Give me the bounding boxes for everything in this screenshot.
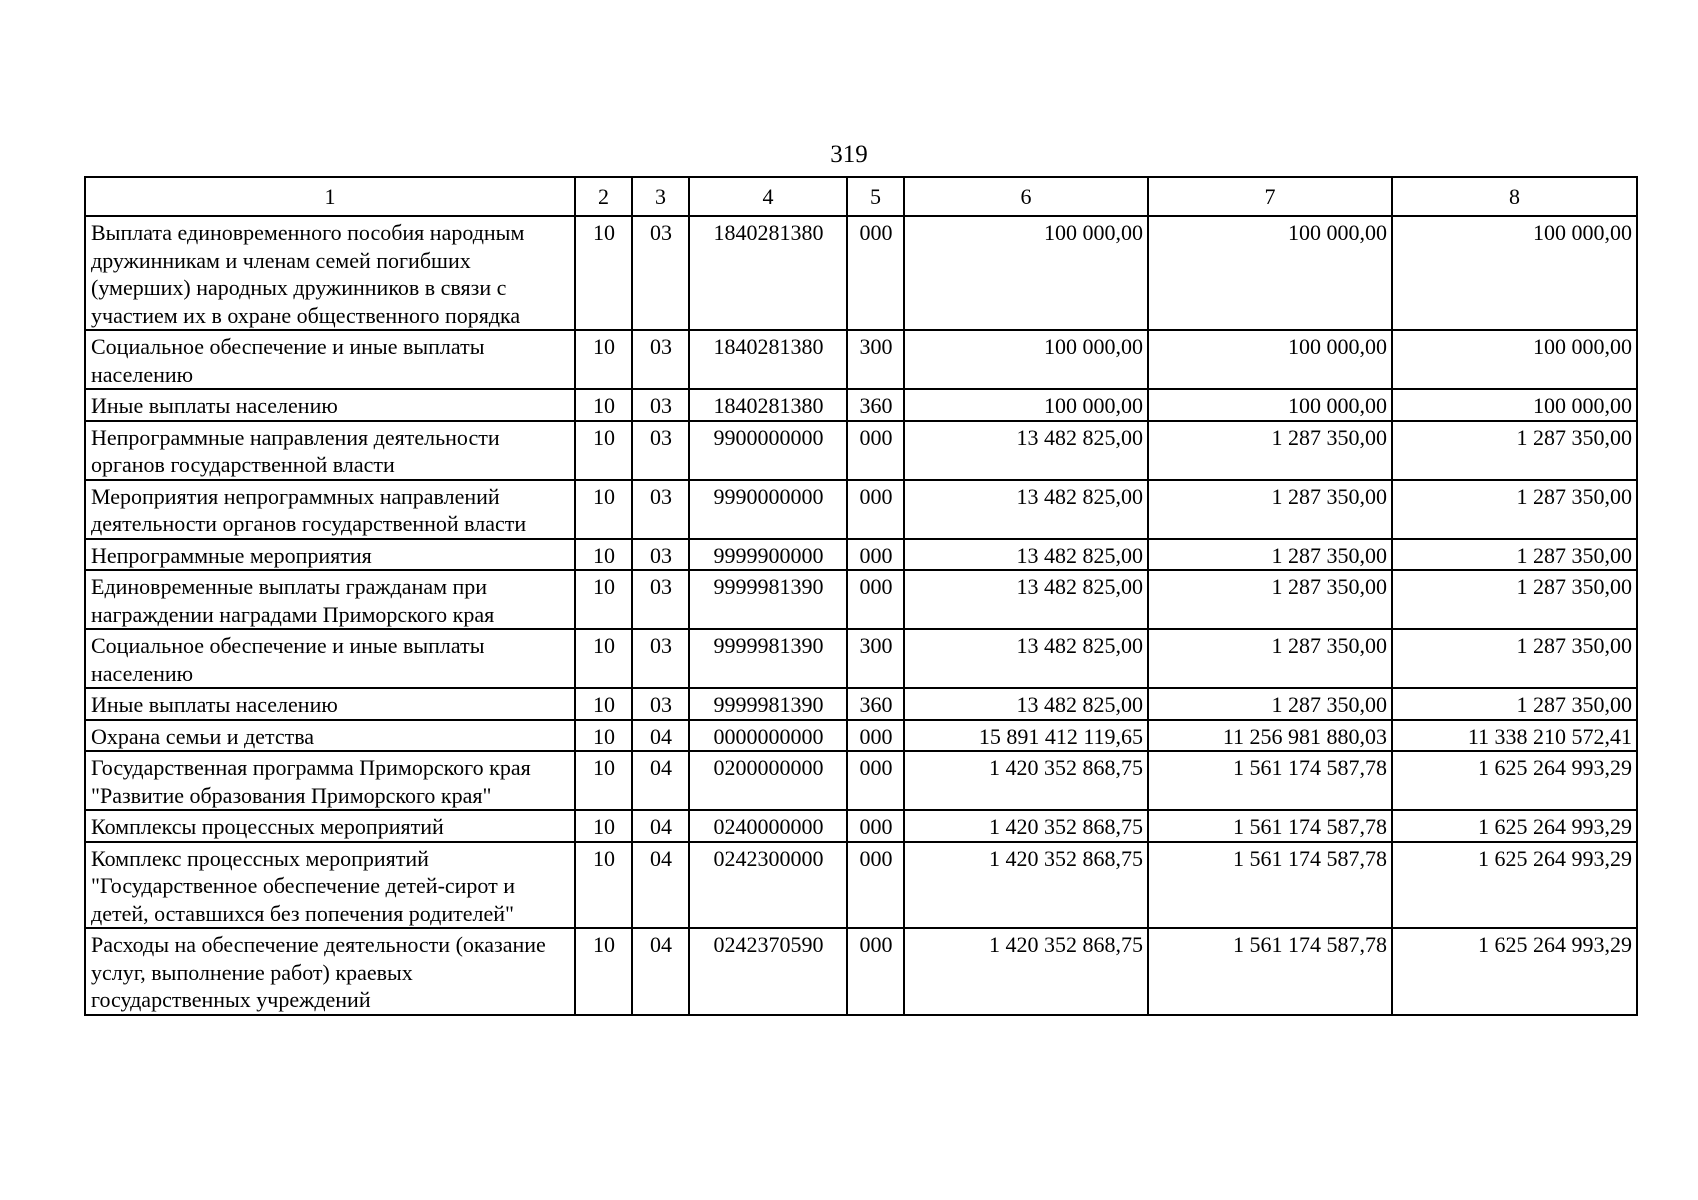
amount-col6: 100 000,00 <box>904 389 1148 421</box>
target-article-code: 9990000000 <box>689 480 847 539</box>
amount-col7: 11 256 981 880,03 <box>1148 720 1392 752</box>
amount-col7: 1 287 350,00 <box>1148 570 1392 629</box>
expense-type-code: 000 <box>847 810 904 842</box>
target-article-code: 0242370590 <box>689 928 847 1015</box>
amount-col6: 100 000,00 <box>904 216 1148 330</box>
amount-col7: 1 561 174 587,78 <box>1148 751 1392 810</box>
amount-col7: 1 287 350,00 <box>1148 688 1392 720</box>
amount-col8: 1 287 350,00 <box>1392 688 1637 720</box>
target-article-code: 9999900000 <box>689 539 847 571</box>
amount-col7: 100 000,00 <box>1148 389 1392 421</box>
target-article-code: 0000000000 <box>689 720 847 752</box>
row-name: Непрограммные мероприятия <box>85 539 575 571</box>
expense-type-code: 360 <box>847 389 904 421</box>
target-article-code: 1840281380 <box>689 389 847 421</box>
amount-col6: 13 482 825,00 <box>904 480 1148 539</box>
table-row <box>85 720 1637 752</box>
amount-col8: 1 625 264 993,29 <box>1392 928 1637 1015</box>
amount-col6: 13 482 825,00 <box>904 421 1148 480</box>
expense-type-code: 000 <box>847 751 904 810</box>
table-row <box>85 570 1637 629</box>
target-article-code: 9999981390 <box>689 570 847 629</box>
row-name: Единовременные выплаты гражданам при награждении наградами Приморского края <box>85 570 575 629</box>
table-row <box>85 842 1637 929</box>
amount-col7: 1 287 350,00 <box>1148 421 1392 480</box>
column-header: 8 <box>1392 177 1637 216</box>
target-article-code: 0200000000 <box>689 751 847 810</box>
target-article-code: 9999981390 <box>689 629 847 688</box>
row-name: Государственная программа Приморского края "Развитие образования Приморского края" <box>85 751 575 810</box>
subsection-code: 04 <box>632 928 689 1015</box>
amount-col8: 100 000,00 <box>1392 330 1637 389</box>
row-name: Непрограммные направления деятельности органов государственной власти <box>85 421 575 480</box>
row-name: Социальное обеспечение и иные выплаты населению <box>85 629 575 688</box>
row-name: Комплекс процессных мероприятий "Государственное обеспечение детей-сирот и детей, оставшихся без попечения родителей" <box>85 842 575 929</box>
expense-type-code: 000 <box>847 539 904 571</box>
amount-col7: 1 561 174 587,78 <box>1148 842 1392 929</box>
section-code: 10 <box>575 389 632 421</box>
section-code: 10 <box>575 216 632 330</box>
amount-col6: 1 420 352 868,75 <box>904 928 1148 1015</box>
row-name: Социальное обеспечение и иные выплаты населению <box>85 330 575 389</box>
amount-col8: 11 338 210 572,41 <box>1392 720 1637 752</box>
subsection-code: 04 <box>632 751 689 810</box>
table-row <box>85 810 1637 842</box>
amount-col6: 1 420 352 868,75 <box>904 810 1148 842</box>
section-code: 10 <box>575 421 632 480</box>
amount-col6: 1 420 352 868,75 <box>904 842 1148 929</box>
column-header: 6 <box>904 177 1148 216</box>
amount-col6: 15 891 412 119,65 <box>904 720 1148 752</box>
row-name: Комплексы процессных мероприятий <box>85 810 575 842</box>
table-row <box>85 389 1637 421</box>
row-name: Выплата единовременного пособия народным дружинникам и членам семей погибших (умерших) народных дружинников в связи с участием их в охране общественного порядка <box>85 216 575 330</box>
expense-type-code: 000 <box>847 720 904 752</box>
section-code: 10 <box>575 629 632 688</box>
column-header: 1 <box>85 177 575 216</box>
table-row <box>85 751 1637 810</box>
target-article-code: 1840281380 <box>689 216 847 330</box>
table-row <box>85 330 1637 389</box>
subsection-code: 03 <box>632 539 689 571</box>
expense-type-code: 000 <box>847 480 904 539</box>
amount-col8: 1 625 264 993,29 <box>1392 810 1637 842</box>
amount-col8: 100 000,00 <box>1392 389 1637 421</box>
amount-col7: 1 287 350,00 <box>1148 629 1392 688</box>
expense-type-code: 000 <box>847 570 904 629</box>
target-article-code: 1840281380 <box>689 330 847 389</box>
subsection-code: 03 <box>632 570 689 629</box>
amount-col7: 100 000,00 <box>1148 330 1392 389</box>
subsection-code: 03 <box>632 216 689 330</box>
expense-type-code: 000 <box>847 421 904 480</box>
amount-col6: 13 482 825,00 <box>904 688 1148 720</box>
budget-table <box>84 176 1638 1016</box>
header-row <box>85 177 1637 216</box>
section-code: 10 <box>575 330 632 389</box>
row-name: Мероприятия непрограммных направлений деятельности органов государственной власти <box>85 480 575 539</box>
section-code: 10 <box>575 842 632 929</box>
section-code: 10 <box>575 539 632 571</box>
amount-col8: 1 625 264 993,29 <box>1392 842 1637 929</box>
amount-col8: 1 625 264 993,29 <box>1392 751 1637 810</box>
amount-col8: 1 287 350,00 <box>1392 570 1637 629</box>
page-number: 319 <box>830 141 868 168</box>
table-row <box>85 629 1637 688</box>
table-row <box>85 539 1637 571</box>
target-article-code: 0242300000 <box>689 842 847 929</box>
expense-type-code: 000 <box>847 928 904 1015</box>
amount-col7: 1 287 350,00 <box>1148 539 1392 571</box>
target-article-code: 0240000000 <box>689 810 847 842</box>
row-name: Иные выплаты населению <box>85 389 575 421</box>
subsection-code: 04 <box>632 842 689 929</box>
table-row <box>85 688 1637 720</box>
table-row <box>85 928 1637 1015</box>
column-header: 3 <box>632 177 689 216</box>
expense-type-code: 000 <box>847 842 904 929</box>
column-header: 2 <box>575 177 632 216</box>
amount-col7: 1 287 350,00 <box>1148 480 1392 539</box>
section-code: 10 <box>575 570 632 629</box>
amount-col6: 13 482 825,00 <box>904 570 1148 629</box>
section-code: 10 <box>575 480 632 539</box>
row-name: Расходы на обеспечение деятельности (оказание услуг, выполнение работ) краевых государственных учреждений <box>85 928 575 1015</box>
amount-col8: 100 000,00 <box>1392 216 1637 330</box>
amount-col6: 13 482 825,00 <box>904 629 1148 688</box>
expense-type-code: 300 <box>847 330 904 389</box>
subsection-code: 04 <box>632 720 689 752</box>
subsection-code: 03 <box>632 330 689 389</box>
column-header: 4 <box>689 177 847 216</box>
amount-col8: 1 287 350,00 <box>1392 480 1637 539</box>
row-name: Иные выплаты населению <box>85 688 575 720</box>
subsection-code: 03 <box>632 421 689 480</box>
target-article-code: 9999981390 <box>689 688 847 720</box>
amount-col6: 100 000,00 <box>904 330 1148 389</box>
table-row <box>85 421 1637 480</box>
target-article-code: 9900000000 <box>689 421 847 480</box>
row-name: Охрана семьи и детства <box>85 720 575 752</box>
table-row <box>85 480 1637 539</box>
expense-type-code: 360 <box>847 688 904 720</box>
section-code: 10 <box>575 751 632 810</box>
amount-col7: 100 000,00 <box>1148 216 1392 330</box>
section-code: 10 <box>575 810 632 842</box>
amount-col7: 1 561 174 587,78 <box>1148 928 1392 1015</box>
column-header: 5 <box>847 177 904 216</box>
subsection-code: 03 <box>632 629 689 688</box>
subsection-code: 03 <box>632 480 689 539</box>
amount-col6: 1 420 352 868,75 <box>904 751 1148 810</box>
subsection-code: 04 <box>632 810 689 842</box>
expense-type-code: 000 <box>847 216 904 330</box>
table-row <box>85 216 1637 330</box>
column-header: 7 <box>1148 177 1392 216</box>
subsection-code: 03 <box>632 688 689 720</box>
subsection-code: 03 <box>632 389 689 421</box>
amount-col7: 1 561 174 587,78 <box>1148 810 1392 842</box>
section-code: 10 <box>575 928 632 1015</box>
amount-col8: 1 287 350,00 <box>1392 629 1637 688</box>
amount-col8: 1 287 350,00 <box>1392 421 1637 480</box>
section-code: 10 <box>575 688 632 720</box>
expense-type-code: 300 <box>847 629 904 688</box>
section-code: 10 <box>575 720 632 752</box>
amount-col8: 1 287 350,00 <box>1392 539 1637 571</box>
amount-col6: 13 482 825,00 <box>904 539 1148 571</box>
